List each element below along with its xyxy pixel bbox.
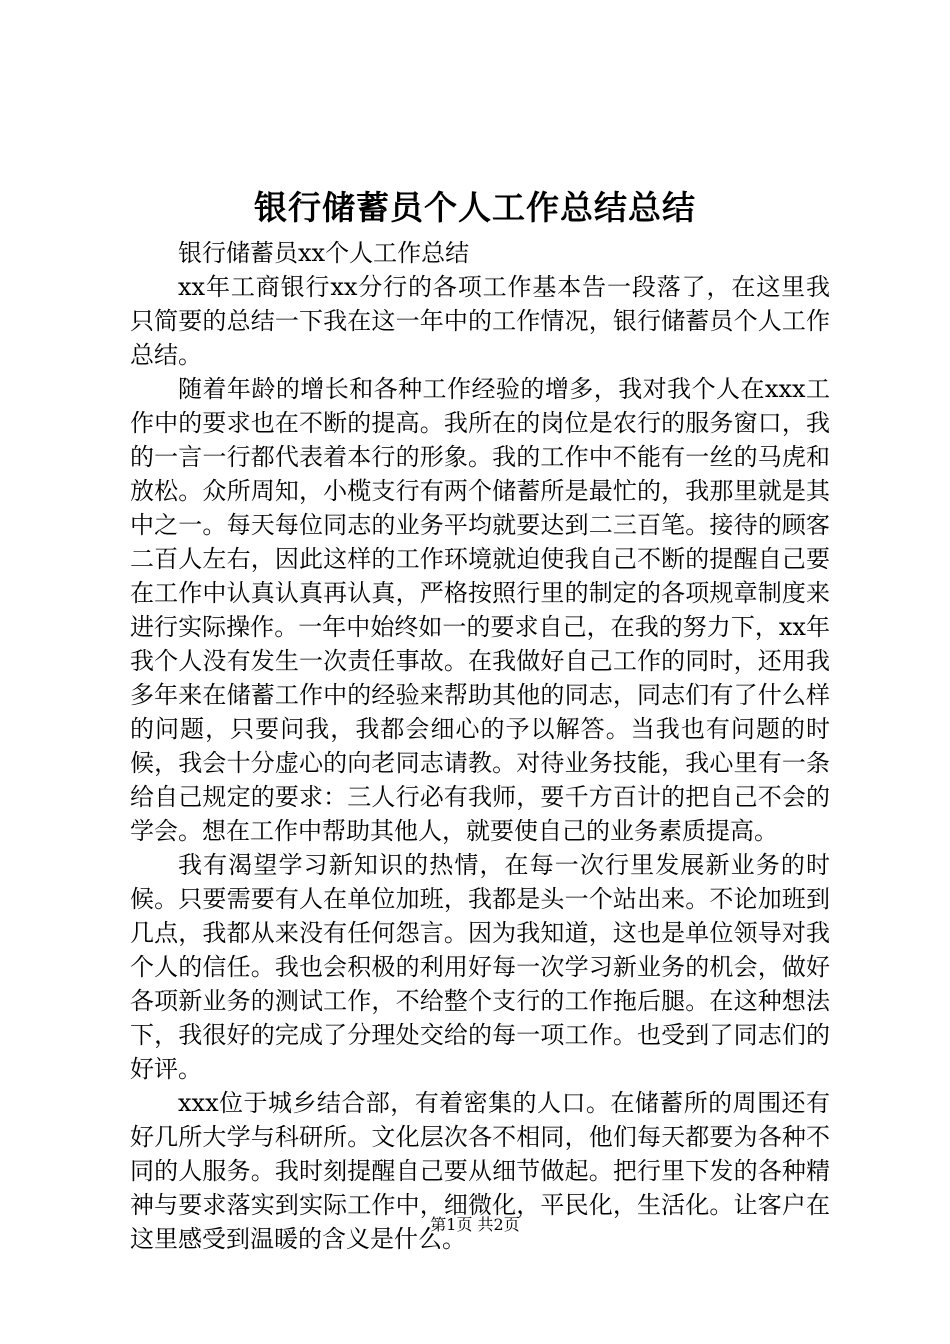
- paragraph-work-requirements: 随着年龄的增长和各种工作经验的增多，我对我个人在xxx工作中的要求也在不断的提高。我所在的岗位是农行的服务窗口，我的一言一行都代表着本行的形象。我的工作中不能有一丝的马虎和放松。众所周知，小榄支行有两个储蓄所是最忙的，我那里就是其中之一。每天每位同志的业务平均就要达到二三百笔。接待的顾客二百人左右，因此这样的工作环境就迫使我自己不断的提醒自己要在工作中认真认真再认真，严格按照行里的制定的各项规章制度来进行实际操作。一年中始终如一的要求自己，在我的努力下，xx年我个人没有发生一次责任事故。在我做好自己工作的同时，还用我多年来在储蓄工作中的经验来帮助其他的同志，同志们有了什么样的问题，只要问我，我都会细心的予以解答。当我也有问题的时候，我会十分虚心的向老同志请教。对待业务技能，我心里有一条给自己规定的要求：三人行必有我师，要千方百计的把自己不会的学会。想在工作中帮助其他人，就要使自己的业务素质提高。: [130, 375, 830, 845]
- document-body: [130, 236, 830, 1256]
- paragraph-learning: 我有渴望学习新知识的热情，在每一次行里发展新业务的时候。只要需要有人在单位加班，我都是头一个站出来。不论加班到几点，我都从来没有任何怨言。因为我知道，这也是单位领导对我个人的信任。我也会积极的利用好每一次学习新业务的机会，做好各项新业务的测试工作，不给整个支行的工作拖后腿。在这种想法下，我很好的完成了分理处交给的每一项工作。也受到了同志们的好评。: [130, 851, 830, 1083]
- paragraph-intro: xx年工商银行xx分行的各项工作基本告一段落了，在这里我只简要的总结一下我在这一年中的工作情况，银行储蓄员个人工作总结。: [130, 273, 830, 369]
- paragraph-location: xxx位于城乡结合部，有着密集的人口。在储蓄所的周围还有好几所大学与科研所。文化层次各不相同，他们每天都要为各种不同的人服务。我时刻提醒自己要从细节做起。把行里下发的各种精神与要求落实到实际工作中，细微化，平民化，生活化。让客户在这里感受到温暖的含义是什么。: [130, 1089, 830, 1253]
- page-number-footer: 第1页 共2页: [430, 1215, 520, 1234]
- paragraph-subtitle: 银行储蓄员xx个人工作总结: [178, 239, 470, 267]
- document-title: 银行储蓄员个人工作总结总结: [254, 188, 696, 227]
